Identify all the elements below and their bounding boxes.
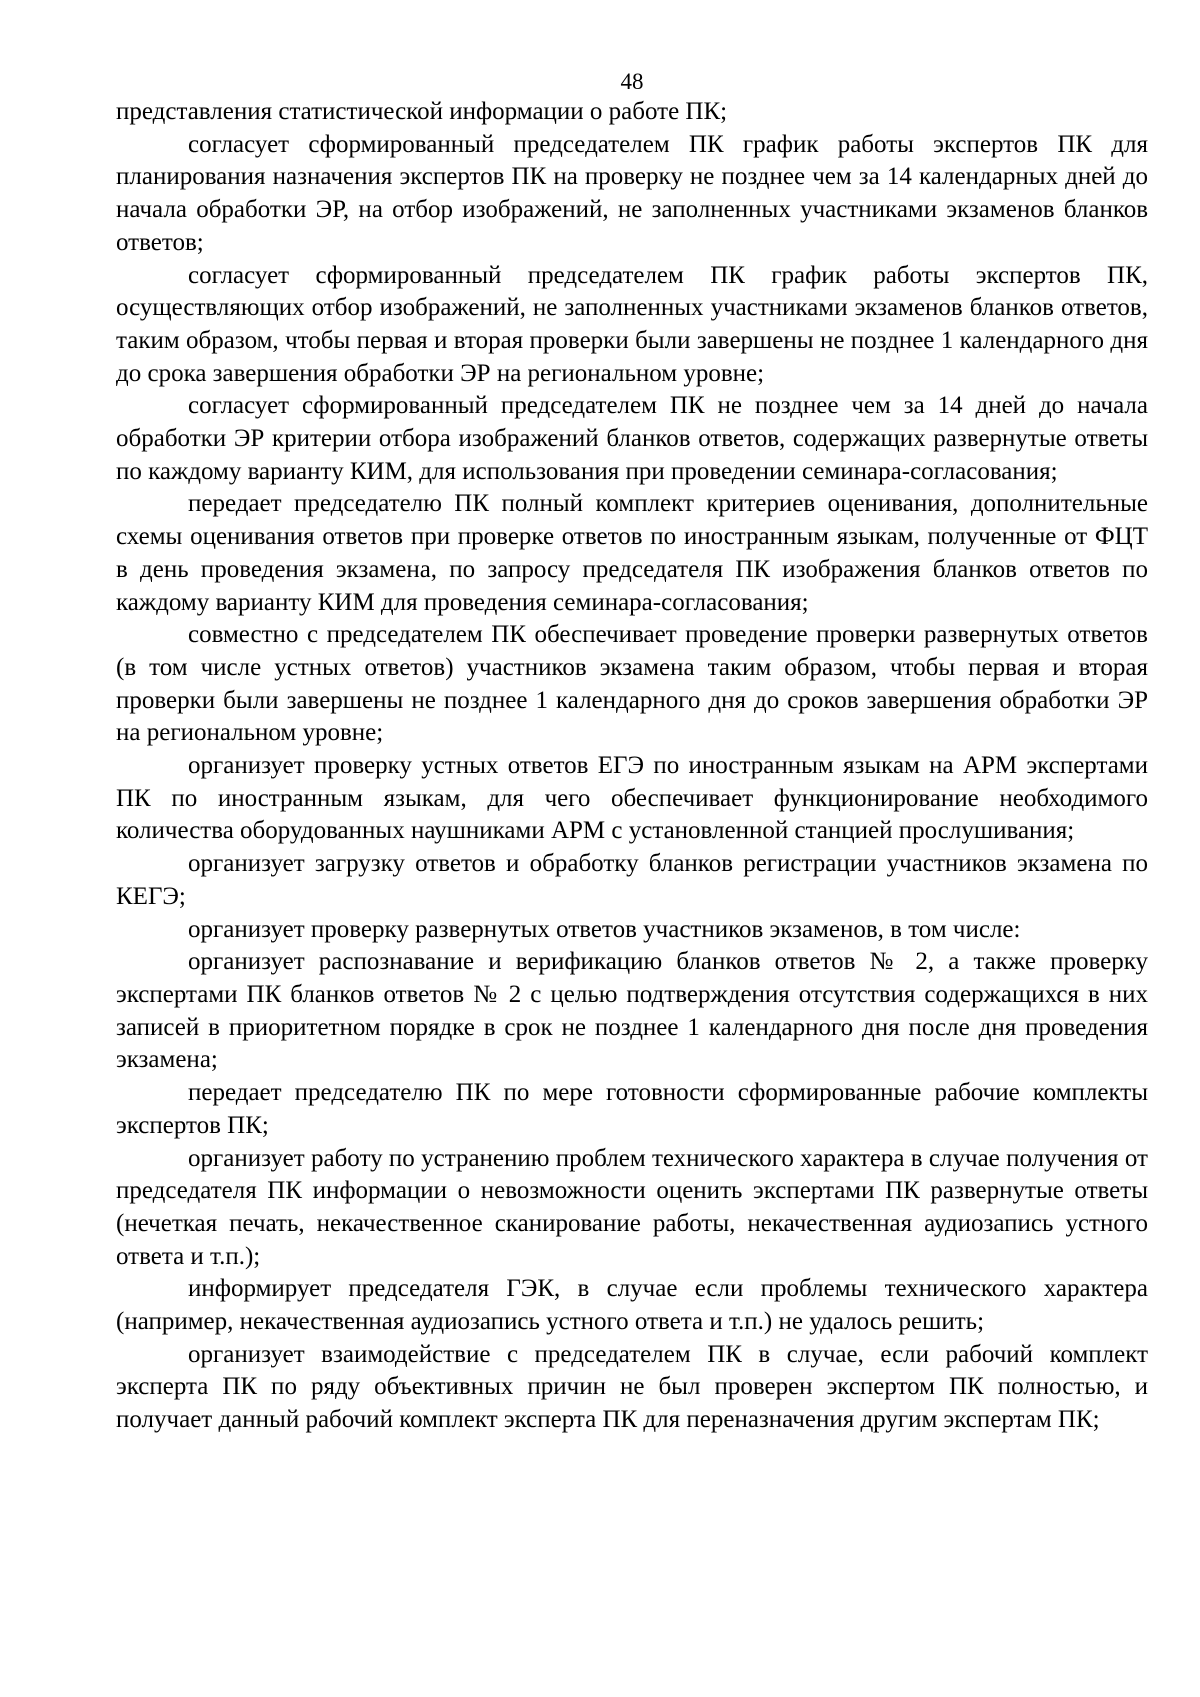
paragraph: совместно с председателем ПК обеспечивает проведение проверки развернутых ответов (в том числе устных ответов) участников экзамена таким образом, чтобы первая и вторая проверки были завершены не позднее 1 календарного дня до сроков завершения обработки ЭР на региональном уровне; [116,621,1148,747]
paragraph: информирует председателя ГЭК, в случае если проблемы технического характера (например, некачественная аудиозапись устного ответа и т.п.) не удалось решить; [116,1275,1148,1336]
paragraph: представления статистической информации о работе ПК; [116,98,728,125]
paragraph: организует проверку развернутых ответов участников экзаменов, в том числе: [188,915,1021,943]
paragraph: передает председателю ПК по мере готовности сформированные рабочие комплекты экспертов ПК; [116,1079,1148,1139]
document-page [116,68,1148,1437]
document-body [116,96,1148,1437]
paragraph: организует загрузку ответов и обработку бланков регистрации участников экзамена по КЕГЭ; [116,850,1148,910]
paragraph: организует взаимодействие с председателем ПК в случае, если рабочий комплект эксперта ПК по ряду объективных причин не был проверен экспертом ПК полностью, и получает данный рабочий комплект эксперта ПК для переназначения другим экспертам ПК; [116,1340,1148,1434]
paragraph: организует работу по устранению проблем технического характера в случае получения от председателя ПК информации о невозможности оценить экспертами ПК развернутые ответы (нечеткая печать, некачественное сканирование работы, некачественная аудиозапись устного ответа и т.п.); [116,1144,1148,1270]
paragraph: согласует сформированный председателем ПК не позднее чем за 14 дней до начала обработки ЭР критерии отбора изображений бланков ответов, содержащих развернутые ответы по каждому варианту КИМ, для использования при проведении семинара-согласования; [116,392,1148,485]
paragraph: передает председателю ПК полный комплект критериев оценивания, дополнительные схемы оценивания ответов при проверке ответов по иностранным языкам, полученные от ФЦТ в день проведения экзамена, по запросу председателя ПК изображения бланков ответов по каждому варианту КИМ для проведения семинара-согласования; [116,490,1148,616]
paragraph: согласует сформированный председателем ПК график работы экспертов ПК для планирования назначения экспертов ПК на проверку не позднее чем за 14 календарных дней до начала обработки ЭР, на отбор изображений, не заполненных участниками экзаменов бланков ответов; [116,130,1148,256]
page-number: 48 [620,69,644,94]
paragraph: согласует сформированный председателем ПК график работы экспертов ПК, осуществляющих отбор изображений, не заполненных участниками экзаменов бланков ответов, таким образом, чтобы первая и вторая проверки были завершены не позднее 1 календарного дня до срока завершения обработки ЭР на региональном уровне; [116,261,1148,387]
paragraph: организует распознавание и верификацию бланков ответов № 2, а также проверку экспертами ПК бланков ответов № 2 с целью подтверждения отсутствия содержащихся в них записей в приоритетном порядке в срок не позднее 1 календарного дня после дня проведения экзамена; [116,948,1148,1074]
paragraph: организует проверку устных ответов ЕГЭ по иностранным языкам на АРМ экспертами ПК по иностранным языкам, для чего обеспечивает функционирование необходимого количества оборудованных наушниками АРМ с установленной станцией прослушивания; [116,752,1148,845]
